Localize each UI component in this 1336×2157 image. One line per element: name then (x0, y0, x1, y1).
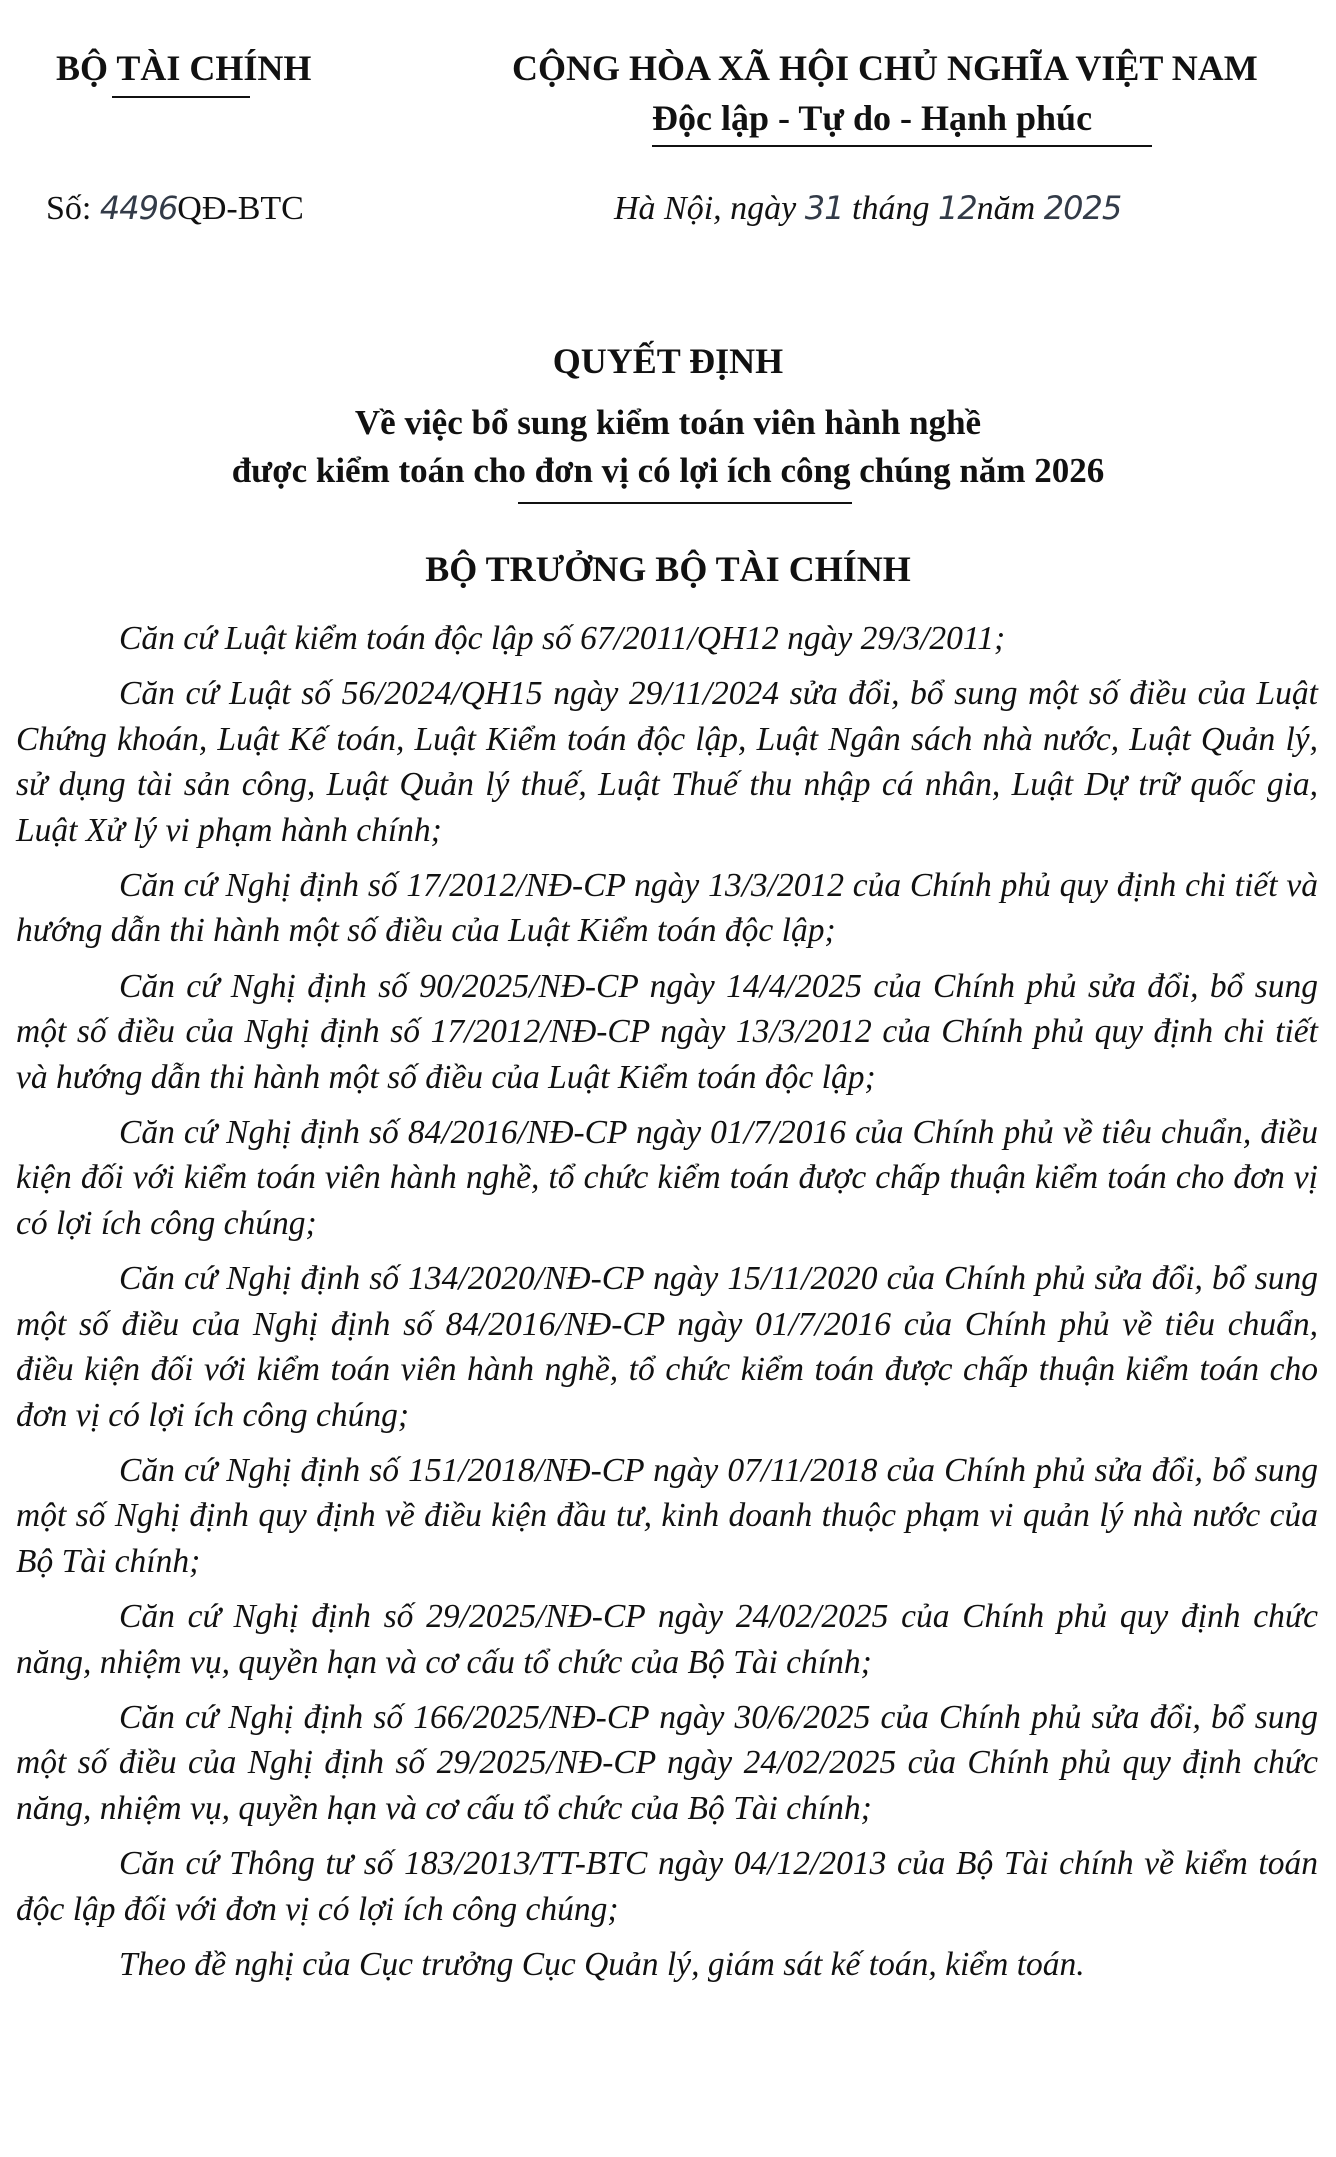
ministry-name: BỘ TÀI CHÍNH (56, 48, 312, 88)
preamble (16, 616, 1318, 1997)
preamble-paragraph: Căn cứ Luật kiểm toán độc lập số 67/2011/QH12 ngày 29/3/2011; (119, 620, 1006, 657)
place-date-prefix: Hà Nội, ngày (614, 190, 805, 227)
document-number-suffix: QĐ-BTC (177, 190, 304, 227)
subject-underline (518, 502, 852, 504)
preamble-paragraph: Căn cứ Nghị định số 166/2025/NĐ-CP ngày 30/6/2025 của Chính phủ sửa đổi, bổ sung một số điều của Nghị định số 29/2025/NĐ-CP ngày 24/02/2025 của Chính phủ quy định chức năng, nhiệm vụ, quyền hạn và cơ cấu tổ chức của Bộ Tài chính; (16, 1698, 1318, 1827)
preamble-paragraph: Căn cứ Nghị định số 84/2016/NĐ-CP ngày 01/7/2016 của Chính phủ về tiêu chuẩn, điều kiện đối với kiểm toán viên hành nghề, tổ chức kiểm toán được chấp thuận kiểm toán cho đơn vị có lợi ích công chúng; (16, 1114, 1318, 1242)
subject-line-2: được kiểm toán cho đơn vị có lợi ích công chúng năm 2026 (231, 451, 1105, 490)
preamble-paragraph: Căn cứ Thông tư số 183/2013/TT-BTC ngày 04/12/2013 của Bộ Tài chính về kiểm toán độc lập đối với đơn vị có lợi ích công chúng; (16, 1845, 1318, 1928)
handwritten-day: 31 (804, 189, 844, 227)
document-number (46, 186, 304, 231)
preamble-paragraph: Căn cứ Nghị định số 90/2025/NĐ-CP ngày 14/4/2025 của Chính phủ sửa đổi, bổ sung một số điều của Nghị định số 17/2012/NĐ-CP ngày 13/3/2012 của Chính phủ quy định chi tiết và hướng dẫn thi hành một số điều của Luật Kiểm toán độc lập; (16, 967, 1318, 1096)
handwritten-month: 12 (937, 189, 977, 227)
document-number-prefix: Số: (46, 190, 100, 227)
handwritten-year: 2025 (1043, 189, 1122, 227)
republic-name: CỘNG HÒA XÃ HỘI CHỦ NGHĨA VIỆT NAM (512, 48, 1258, 88)
handwritten-number: 4496 (99, 189, 178, 227)
month-word: tháng (843, 190, 938, 227)
motto-underline (652, 145, 1152, 147)
preamble-paragraph: Căn cứ Nghị định số 134/2020/NĐ-CP ngày 15/11/2020 của Chính phủ sửa đổi, bổ sung một số điều của Nghị định số 84/2016/NĐ-CP ngày 01/7/2016 của Chính phủ về tiêu chuẩn, điều kiện đối với kiểm toán viên hành nghề, tổ chức kiểm toán được chấp thuận kiểm toán cho đơn vị có lợi ích công chúng; (16, 1260, 1318, 1434)
place-date (614, 186, 1121, 231)
subject-line-1: Về việc bổ sung kiểm toán viên hành nghề (354, 403, 982, 442)
preamble-paragraph: Căn cứ Nghị định số 29/2025/NĐ-CP ngày 24/02/2025 của Chính phủ quy định chức năng, nhiệm vụ, quyền hạn và cơ cấu tổ chức của Bộ Tài chính; (16, 1598, 1318, 1681)
preamble-paragraph: Theo đề nghị của Cục trưởng Cục Quản lý, giám sát kế toán, kiểm toán. (119, 1945, 1085, 1983)
ministry-underline (112, 96, 250, 98)
preamble-paragraph: Căn cứ Nghị định số 17/2012/NĐ-CP ngày 13/3/2012 của Chính phủ quy định chi tiết và hướng dẫn thi hành một số điều của Luật Kiểm toán độc lập; (16, 867, 1318, 950)
preamble-paragraph: Căn cứ Luật số 56/2024/QH15 ngày 29/11/2024 sửa đổi, bổ sung một số điều của Luật Chứng khoán, Luật Kế toán, Luật Kiểm toán độc lập, Luật Ngân sách nhà nước, Luật Quản lý, sử dụng tài sản công, Luật Quản lý thuế, Luật Thuế thu nhập cá nhân, Luật Dự trữ quốc gia, Luật Xử lý vi phạm hành chính; (16, 675, 1318, 849)
issuer-title: BỘ TRƯỞNG BỘ TÀI CHÍNH (425, 549, 911, 589)
document-type: QUYẾT ĐỊNH (552, 341, 784, 381)
year-word: năm (976, 190, 1044, 227)
motto: Độc lập - Tự do - Hạnh phúc (652, 98, 1093, 138)
preamble-paragraph: Căn cứ Nghị định số 151/2018/NĐ-CP ngày 07/11/2018 của Chính phủ sửa đổi, bổ sung một số Nghị định quy định về điều kiện đầu tư, kinh doanh thuộc phạm vi quản lý nhà nước của Bộ Tài chính; (16, 1451, 1318, 1580)
